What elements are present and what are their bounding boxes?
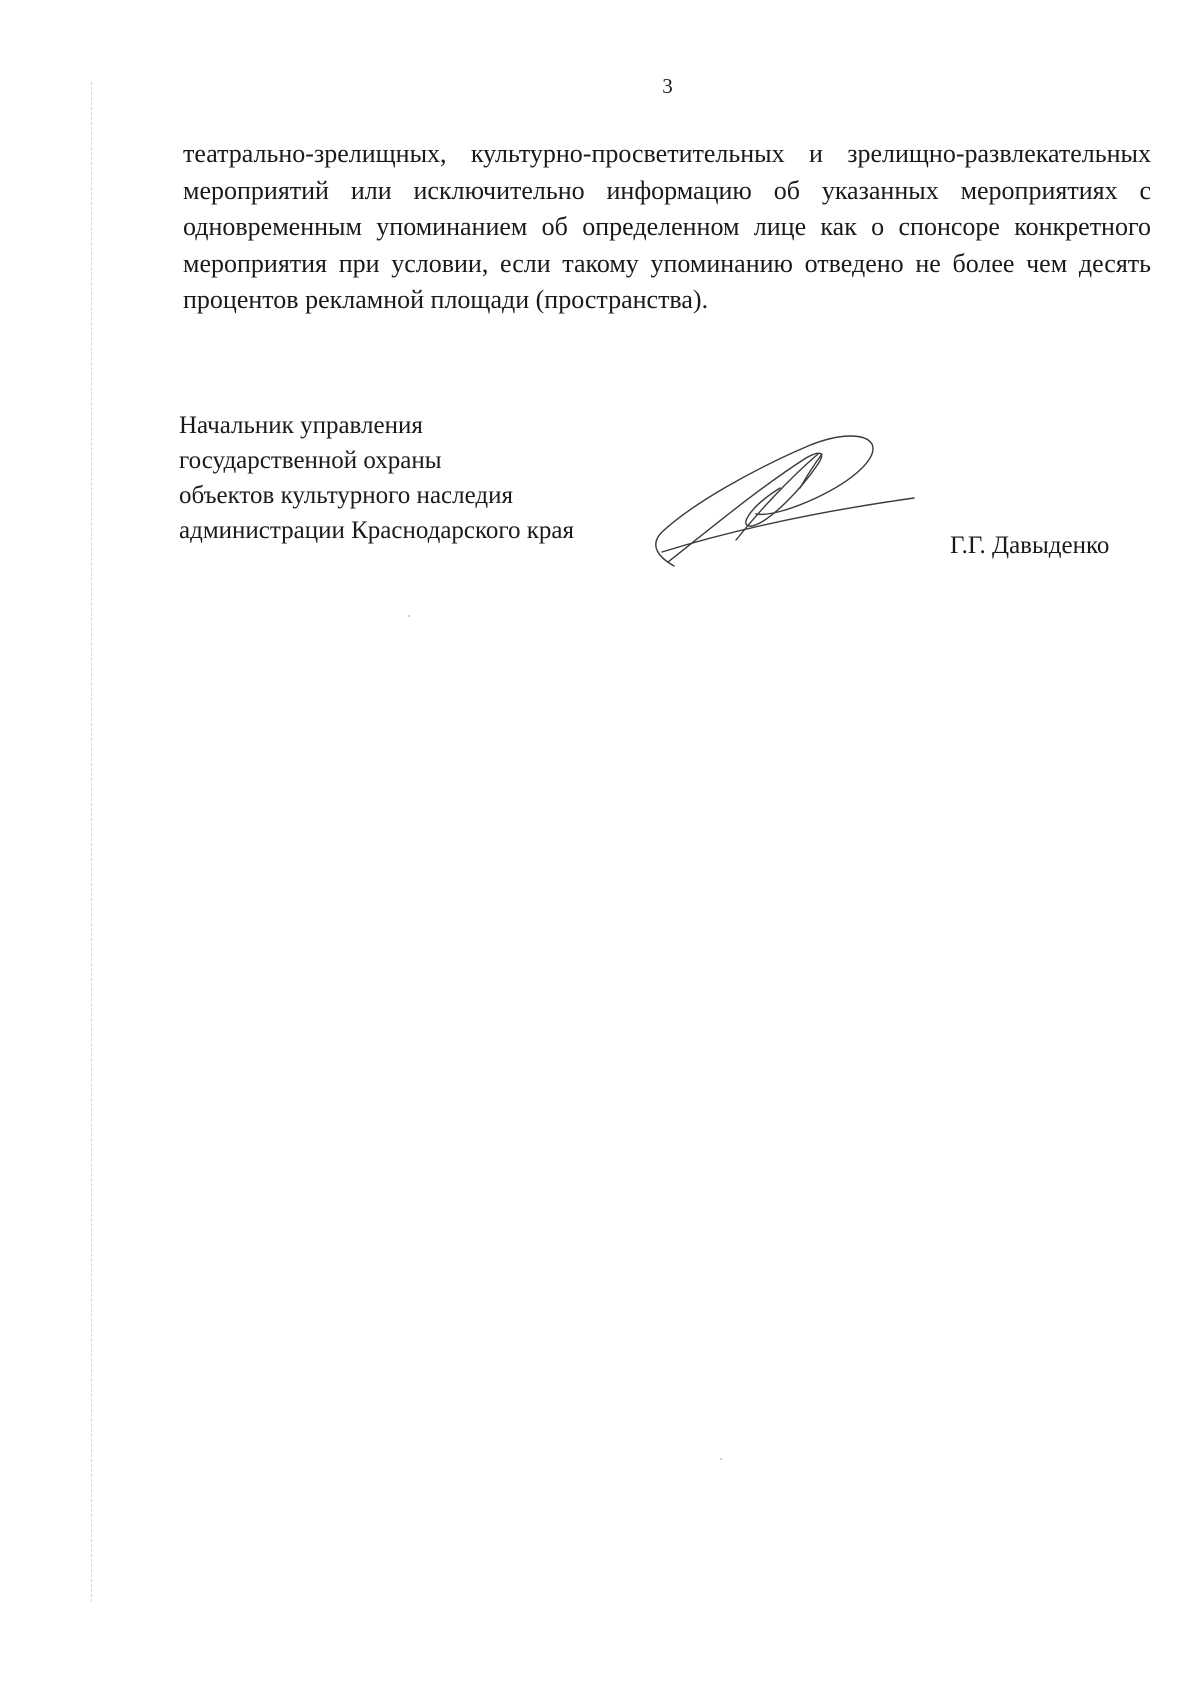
signatory-position-line: Начальник управления — [179, 412, 423, 439]
signatory-position-line: государственной охраны — [179, 447, 442, 474]
scan-speck — [720, 1458, 722, 1460]
signatory-position-line: администрации Краснодарского края — [179, 517, 575, 544]
signature-block — [179, 408, 574, 548]
body-paragraph: театрально-зрелищных, культурно-просветительных и зрелищно-развлекательных мероприятий или исключительно информацию об указанных мероприятиях с одновременным упоминанием об определенном лице как о спонсоре конкретного мероприятия при условии, если такому упоминанию отведено не более чем десять процентов рекламной площади (пространства). — [183, 139, 1151, 314]
signer-name: Г.Г. Давыденко — [950, 532, 1110, 559]
page-number: 3 — [662, 74, 673, 98]
handwritten-signature — [640, 430, 920, 570]
scan-edge-line — [91, 82, 92, 1602]
body-text — [183, 136, 1151, 319]
signatory-position-line: объектов культурного наследия — [179, 482, 513, 509]
scan-speck — [408, 615, 410, 617]
